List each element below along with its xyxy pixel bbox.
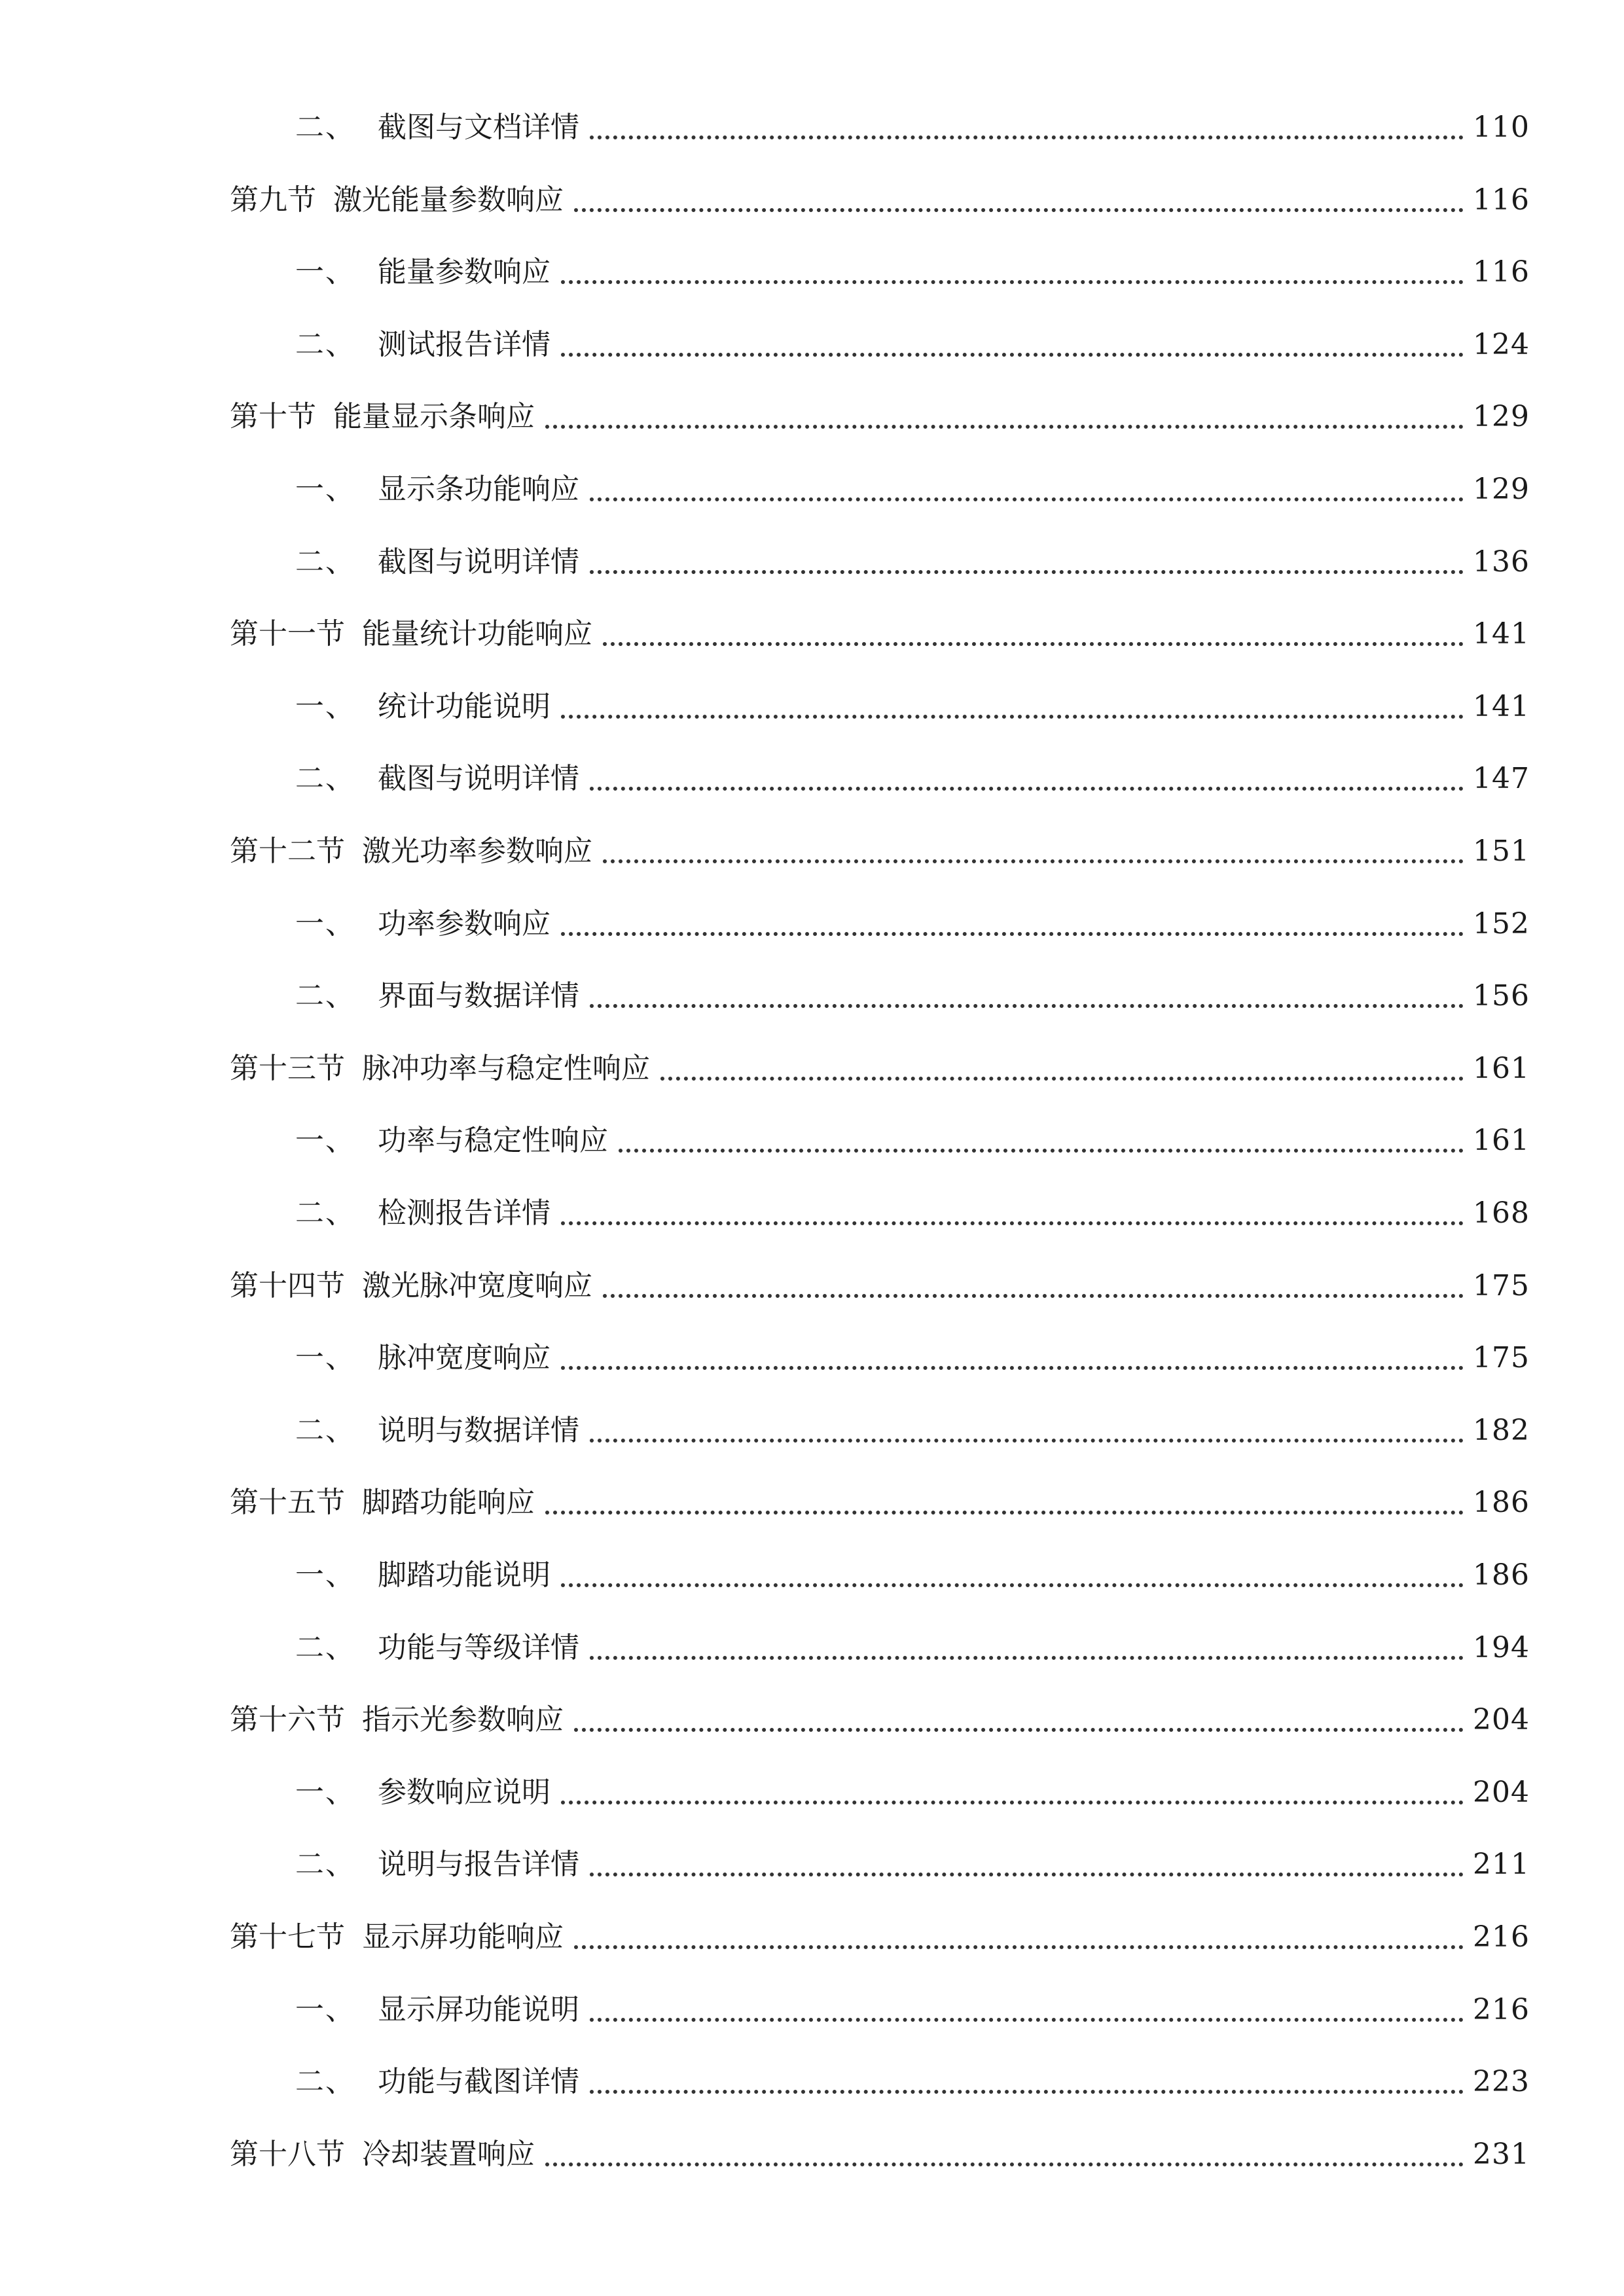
- dot-leader: [545, 425, 1464, 429]
- toc-entry-title: 脉冲功率与稳定性响应: [362, 1051, 650, 1085]
- toc-subsection-number: 一、: [295, 1124, 355, 1158]
- toc-page-number: 168: [1473, 1196, 1530, 1230]
- dot-leader: [603, 1294, 1464, 1298]
- toc-entry[interactable]: [295, 741, 1530, 796]
- toc-subsection-number: 一、: [295, 689, 355, 723]
- dot-leader: [561, 1366, 1464, 1370]
- toc-section-number: 第十七节: [230, 1920, 345, 1954]
- dot-leader: [590, 1873, 1464, 1876]
- dot-leader: [590, 1656, 1464, 1660]
- toc-entry-title: 功能与等级详情: [378, 1630, 579, 1664]
- toc-page-number: 156: [1473, 979, 1530, 1013]
- toc-entry[interactable]: [230, 162, 1530, 215]
- toc-entry-title: 截图与说明详情: [378, 545, 579, 579]
- toc-entry[interactable]: [295, 958, 1530, 1011]
- toc-entry-title: 激光功率参数响应: [362, 834, 592, 868]
- toc-subsection-number: 一、: [295, 906, 355, 941]
- toc-subsection-number: 二、: [295, 762, 355, 796]
- toc-entry[interactable]: [295, 1755, 1530, 1807]
- dot-leader: [590, 2018, 1464, 2022]
- toc-page-number: 116: [1473, 183, 1530, 217]
- toc-entry[interactable]: [295, 1320, 1530, 1375]
- toc-entry-title: 说明与数据详情: [378, 1413, 579, 1447]
- toc-entry-title: 参数响应说明: [378, 1775, 550, 1809]
- toc-entry-title: 指示光参数响应: [362, 1703, 564, 1737]
- dot-leader: [561, 280, 1464, 284]
- toc-entry-title: 脉冲宽度响应: [378, 1341, 550, 1375]
- toc-page-number: 175: [1473, 1268, 1530, 1302]
- toc-entry-title: 能量统计功能响应: [362, 617, 592, 651]
- toc-subsection-number: 二、: [295, 979, 355, 1013]
- toc-entry-title: 功率与稳定性响应: [378, 1124, 608, 1158]
- dot-leader: [561, 715, 1464, 719]
- toc-page-number: 182: [1473, 1413, 1530, 1447]
- toc-page-number: 124: [1473, 327, 1530, 361]
- dot-leader: [590, 1439, 1464, 1443]
- toc-entry[interactable]: [230, 596, 1530, 649]
- toc-entry-title: 功能与截图详情: [378, 2065, 579, 2099]
- toc-entry-title: 截图与说明详情: [378, 762, 579, 796]
- toc-page-number: 151: [1473, 834, 1530, 868]
- toc-page-number: 161: [1473, 1051, 1530, 1085]
- toc-page-number: 194: [1473, 1630, 1530, 1664]
- toc-entry-title: 能量显示条响应: [333, 400, 535, 434]
- toc-entry[interactable]: [295, 90, 1530, 142]
- dot-leader: [660, 1077, 1464, 1081]
- toc-page-number: 161: [1473, 1124, 1530, 1158]
- toc-entry[interactable]: [295, 1393, 1530, 1445]
- toc-entry[interactable]: [295, 1827, 1530, 1882]
- toc-subsection-number: 一、: [295, 1992, 355, 2026]
- toc-entry[interactable]: [230, 1682, 1530, 1737]
- toc-entry[interactable]: [295, 452, 1530, 504]
- dot-leader: [590, 2090, 1464, 2094]
- dot-leader: [590, 787, 1464, 791]
- dot-leader: [561, 1221, 1464, 1225]
- toc-entry-title: 功率参数响应: [378, 906, 550, 941]
- toc-entry[interactable]: [230, 2117, 1530, 2169]
- toc-page-number: 211: [1473, 1848, 1530, 1882]
- toc-page-number: 147: [1473, 762, 1530, 796]
- dot-leader: [619, 1149, 1464, 1153]
- toc-entry[interactable]: [230, 1031, 1530, 1083]
- toc-subsection-number: 二、: [295, 327, 355, 361]
- toc-entry-title: 统计功能说明: [378, 689, 550, 723]
- toc-entry[interactable]: [230, 1248, 1530, 1300]
- dot-leader: [590, 570, 1464, 574]
- toc-entry-title: 脚踏功能响应: [362, 1486, 535, 1520]
- dot-leader: [545, 1511, 1464, 1515]
- dot-leader: [590, 497, 1464, 501]
- toc-entry[interactable]: [295, 1175, 1530, 1228]
- toc-entry-title: 显示条功能响应: [378, 473, 579, 506]
- toc-page-number: 231: [1473, 2137, 1530, 2171]
- toc-subsection-number: 二、: [295, 545, 355, 579]
- toc-entry[interactable]: [230, 814, 1530, 866]
- toc-entry[interactable]: [230, 1899, 1530, 1952]
- toc-entry-title: 显示屏功能说明: [378, 1992, 579, 2026]
- toc-entry[interactable]: [295, 1610, 1530, 1662]
- toc-entry[interactable]: [295, 1537, 1530, 1590]
- toc-entry-title: 说明与报告详情: [378, 1848, 579, 1882]
- toc-subsection-number: 二、: [295, 2065, 355, 2099]
- dot-leader: [574, 208, 1464, 212]
- toc-entry-title: 脚踏功能说明: [378, 1558, 550, 1592]
- toc-page-number: 175: [1473, 1341, 1530, 1375]
- toc-entry-title: 界面与数据详情: [378, 979, 579, 1013]
- toc-entry[interactable]: [295, 524, 1530, 577]
- toc-page-number: 141: [1473, 689, 1530, 723]
- dot-leader: [603, 642, 1464, 646]
- toc-page-number: 186: [1473, 1558, 1530, 1592]
- toc-entry[interactable]: [295, 307, 1530, 359]
- toc-page-number: 129: [1473, 473, 1530, 506]
- toc-page-number: 110: [1473, 111, 1530, 144]
- toc-section-number: 第十六节: [230, 1703, 345, 1737]
- toc-subsection-number: 一、: [295, 1558, 355, 1592]
- toc-subsection-number: 一、: [295, 255, 355, 289]
- toc-entry[interactable]: [295, 669, 1530, 721]
- toc-page-number: 116: [1473, 255, 1530, 289]
- dot-leader: [561, 932, 1464, 936]
- toc-subsection-number: 一、: [295, 1775, 355, 1809]
- dot-leader: [590, 1004, 1464, 1008]
- dot-leader: [561, 353, 1464, 357]
- toc-page-number: 216: [1473, 1920, 1530, 1954]
- toc-section-number: 第十三节: [230, 1051, 345, 1085]
- toc-subsection-number: 二、: [295, 1413, 355, 1447]
- toc-entry[interactable]: [295, 886, 1530, 939]
- toc-section-number: 第十一节: [230, 617, 345, 651]
- toc-entry-title: 激光能量参数响应: [333, 183, 564, 217]
- toc-entry[interactable]: [230, 379, 1530, 434]
- toc-entry-title: 能量参数响应: [378, 255, 550, 289]
- toc-page-number: 136: [1473, 545, 1530, 579]
- dot-leader: [561, 1801, 1464, 1804]
- toc-section-number: 第十二节: [230, 834, 345, 868]
- toc-page-number: 223: [1473, 2065, 1530, 2099]
- toc-subsection-number: 二、: [295, 1848, 355, 1882]
- toc-section-number: 第九节: [230, 183, 316, 217]
- toc-section-number: 第十八节: [230, 2137, 345, 2171]
- toc-entry[interactable]: [295, 1103, 1530, 1158]
- toc-entry-title: 检测报告详情: [378, 1196, 550, 1230]
- toc-entry[interactable]: [230, 1465, 1530, 1520]
- toc-entry[interactable]: [295, 234, 1530, 287]
- toc-page-number: 204: [1473, 1775, 1530, 1809]
- toc-section-number: 第十四节: [230, 1268, 345, 1302]
- toc-entry-title: 截图与文档详情: [378, 111, 579, 144]
- toc-entry-title: 激光脉冲宽度响应: [362, 1268, 592, 1302]
- dot-leader: [545, 2162, 1464, 2166]
- toc-section-number: 第十五节: [230, 1486, 345, 1520]
- toc-subsection-number: 二、: [295, 1196, 355, 1230]
- toc-page-number: 141: [1473, 617, 1530, 651]
- dot-leader: [590, 135, 1464, 139]
- toc-entry-title: 测试报告详情: [378, 327, 550, 361]
- dot-leader: [603, 859, 1464, 863]
- toc-subsection-number: 一、: [295, 1341, 355, 1375]
- toc-page-number: 216: [1473, 1992, 1530, 2026]
- toc-page-number: 129: [1473, 400, 1530, 434]
- toc-page-number: 186: [1473, 1486, 1530, 1520]
- toc-subsection-number: 一、: [295, 473, 355, 506]
- toc-subsection-number: 二、: [295, 1630, 355, 1664]
- toc-entry-title: 显示屏功能响应: [362, 1920, 564, 1954]
- toc-entry[interactable]: [295, 1972, 1530, 2024]
- dot-leader: [574, 1728, 1464, 1732]
- toc-section-number: 第十节: [230, 400, 316, 434]
- dot-leader: [561, 1583, 1464, 1587]
- toc-page-number: 204: [1473, 1703, 1530, 1737]
- toc-page-number: 152: [1473, 906, 1530, 941]
- dot-leader: [574, 1945, 1464, 1949]
- toc-entry[interactable]: [295, 2044, 1530, 2099]
- toc-subsection-number: 二、: [295, 111, 355, 144]
- toc-entry-title: 冷却装置响应: [362, 2137, 535, 2171]
